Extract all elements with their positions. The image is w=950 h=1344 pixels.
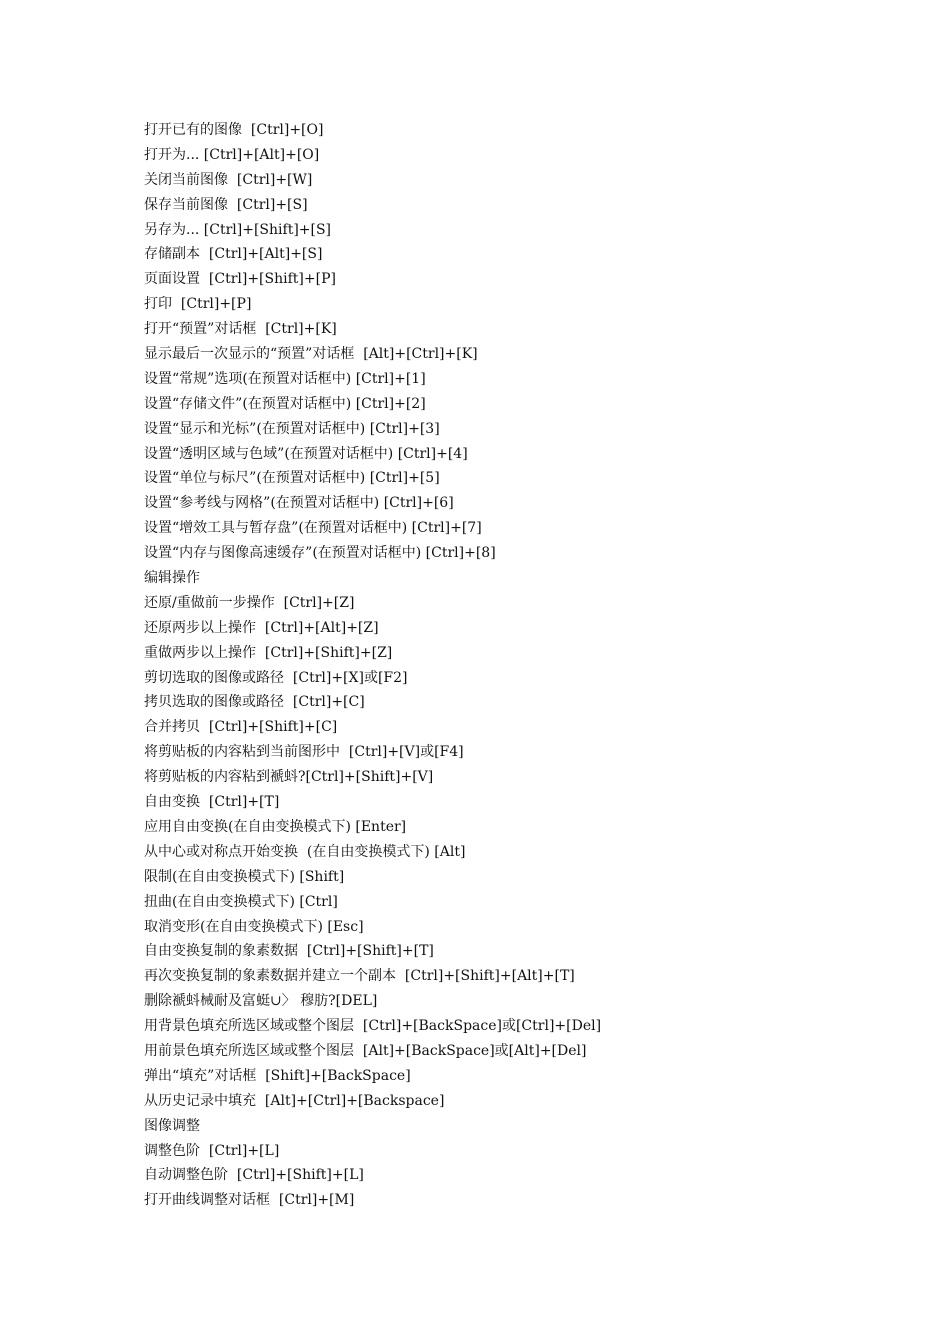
text-line: 设置“存储文件”(在预置对话框中) [Ctrl]+[2] [144, 395, 426, 412]
text-line: 设置“透明区域与色域”(在预置对话框中) [Ctrl]+[4] [144, 445, 468, 462]
text-line: 从中心或对称点开始变换 (在自由变换模式下) [Alt] [144, 843, 466, 860]
text-line: 打印 [Ctrl]+[P] [144, 296, 252, 313]
section-heading: 编辑操作 [144, 570, 200, 587]
text-line: 页面设置 [Ctrl]+[Shift]+[P] [144, 271, 336, 288]
text-line: 再次变换复制的象素数据并建立一个副本 [Ctrl]+[Shift]+[Alt]+[T] [144, 968, 575, 985]
text-line: 取消变形(在自由变换模式下) [Esc] [144, 918, 364, 935]
text-line: 设置“显示和光标”(在预置对话框中) [Ctrl]+[3] [144, 420, 440, 437]
text-line: 重做两步以上操作 [Ctrl]+[Shift]+[Z] [144, 644, 393, 661]
text-line: 用背景色填充所选区域或整个图层 [Ctrl]+[BackSpace]或[Ctrl]+[Del] [144, 1018, 602, 1035]
text-line: 打开已有的图像 [Ctrl]+[O] [144, 122, 324, 138]
text-line: 应用自由变换(在自由变换模式下) [Enter] [144, 818, 407, 835]
text-line: 设置“常规”选项(在预置对话框中) [Ctrl]+[1] [144, 370, 426, 387]
text-line: 打开为... [Ctrl]+[Alt]+[O] [144, 146, 320, 163]
text-line: 自由变换复制的象素数据 [Ctrl]+[Shift]+[T] [144, 943, 434, 960]
text-line: 弹出“填充”对话框 [Shift]+[BackSpace] [144, 1067, 411, 1084]
section-heading: 图像调整 [144, 1117, 200, 1134]
text-line: 还原/重做前一步操作 [Ctrl]+[Z] [144, 594, 355, 611]
text-line: 还原两步以上操作 [Ctrl]+[Alt]+[Z] [144, 619, 379, 636]
text-line: 扭曲(在自由变换模式下) [Ctrl] [144, 893, 338, 910]
text-line: 设置“单位与标尺”(在预置对话框中) [Ctrl]+[5] [144, 470, 440, 487]
text-line: 调整色阶 [Ctrl]+[L] [144, 1142, 280, 1159]
text-line: 设置“内存与图像高速缓存”(在预置对话框中) [Ctrl]+[8] [144, 545, 496, 562]
text-line: 另存为... [Ctrl]+[Shift]+[S] [144, 221, 332, 238]
text-line: 用前景色填充所选区域或整个图层 [Alt]+[BackSpace]或[Alt]+[Del] [144, 1042, 587, 1059]
text-line: 设置“参考线与网格”(在预置对话框中) [Ctrl]+[6] [144, 495, 454, 512]
text-line: 打开“预置”对话框 [Ctrl]+[K] [144, 321, 337, 338]
text-line: 从历史记录中填充 [Alt]+[Ctrl]+[Backspace] [144, 1092, 445, 1109]
document-body [144, 118, 904, 1213]
text-line: 限制(在自由变换模式下) [Shift] [144, 868, 345, 885]
text-line: 自由变换 [Ctrl]+[T] [144, 794, 280, 811]
text-line: 设置“增效工具与暂存盘”(在预置对话框中) [Ctrl]+[7] [144, 520, 482, 537]
text-line: 将剪贴板的内容粘到褫蚪?[Ctrl]+[Shift]+[V] [144, 769, 434, 786]
text-line: 自动调整色阶 [Ctrl]+[Shift]+[L] [144, 1167, 364, 1184]
text-line: 删除褫蚪械耐及富蜓∪〉 穆肪?[DEL] [144, 993, 378, 1010]
text-line: 打开曲线调整对话框 [Ctrl]+[M] [144, 1192, 355, 1209]
text-line: 剪切选取的图像或路径 [Ctrl]+[X]或[F2] [144, 669, 408, 686]
text-line: 存储副本 [Ctrl]+[Alt]+[S] [144, 246, 323, 263]
text-line: 显示最后一次显示的“预置”对话框 [Alt]+[Ctrl]+[K] [144, 346, 478, 363]
text-line: 拷贝选取的图像或路径 [Ctrl]+[C] [144, 694, 365, 711]
text-line: 将剪贴板的内容粘到当前图形中 [Ctrl]+[V]或[F4] [144, 744, 464, 761]
text-line: 合并拷贝 [Ctrl]+[Shift]+[C] [144, 719, 338, 736]
text-line: 关闭当前图像 [Ctrl]+[W] [144, 171, 313, 188]
text-line: 保存当前图像 [Ctrl]+[S] [144, 196, 308, 213]
